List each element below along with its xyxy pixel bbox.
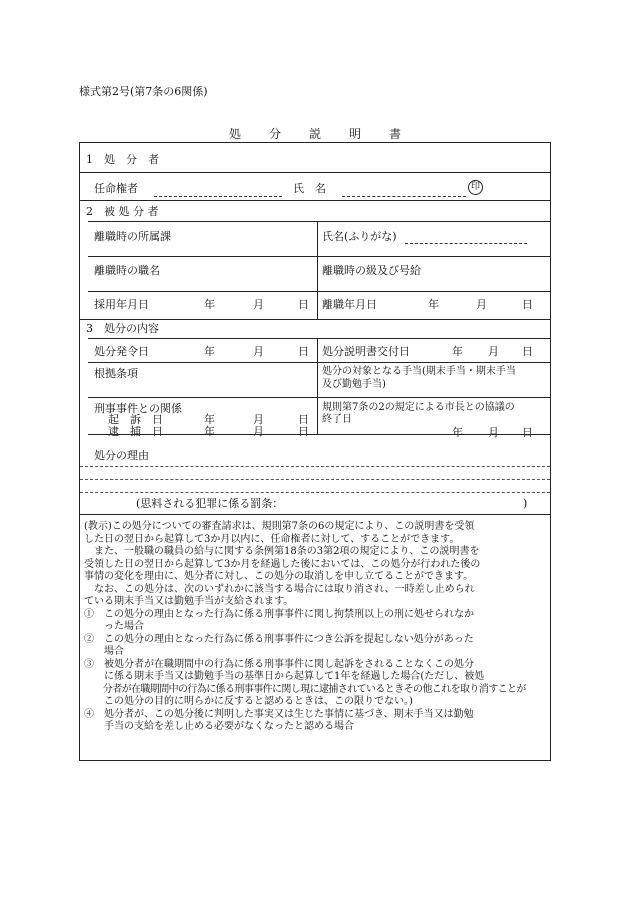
consultation-end-label-2: 終了日 [322, 414, 352, 425]
title-char: 書 [389, 127, 402, 141]
year-unit: 年 [452, 345, 463, 358]
arrest-date-label: 逮 捕 日 [108, 425, 163, 438]
section2-heading: 2 被 処 分 者 [86, 205, 159, 218]
hire-date-label: 採用年月日 [94, 298, 149, 311]
notice-line: 受領した日の翌日から起算して3か月を経過した後においては、この処分が行われた後の [84, 558, 481, 570]
title-char: 処 [228, 127, 241, 141]
issue-date-label: 処分発令日 [94, 345, 149, 358]
notice-line: また、一般職の職員の給与に関する条例第18条の3第2項の規定により、この説明書を [84, 546, 480, 557]
notice-line: ③ 被処分者が在職期間中の行為に係る刑事事件に関し起訴をされることなくこの処分 [84, 658, 474, 670]
day-unit: 日 [298, 425, 309, 438]
day-unit: 日 [298, 413, 309, 426]
year-unit: 年 [204, 425, 215, 438]
grade-label: 離職時の級及び号給 [322, 264, 421, 277]
name-kana-field[interactable] [405, 229, 527, 248]
seal-mark: 印 [468, 180, 483, 195]
title-char: 説 [308, 127, 321, 141]
notice-line: ④ 処分者が、この処分後に判明した事実又は生じた事情に基づき、期末手当又は勤勉 [84, 708, 474, 720]
day-unit: 日 [298, 298, 309, 311]
notice-line: 手当の支給を差し止める必要がなくなったと認める場合 [84, 721, 354, 732]
month-unit: 月 [253, 413, 264, 426]
appointer-name-label: 氏 名 [293, 182, 326, 195]
month-unit: 月 [253, 425, 264, 438]
month-unit: 月 [476, 298, 487, 311]
appointer-field[interactable] [154, 182, 282, 201]
year-unit: 年 [428, 298, 439, 311]
notice-line: 事情の変化を理由に、処分者に対し、この処分の取消しを申し立てることができます。 [84, 571, 474, 582]
dashed-line [80, 492, 550, 493]
month-unit: 月 [253, 345, 264, 358]
notice-line: ② この処分の理由となった行為に係る刑事事件につき公訴を提起しない処分があった [84, 633, 474, 645]
divider [88, 221, 550, 222]
notice-line: なお、この処分は、次のいずれかに該当する場合には取り消され、一時差し止められ [84, 583, 475, 595]
dept-label: 離職時の所属課 [94, 230, 171, 243]
indictment-date-label: 起 訴 日 [108, 413, 163, 426]
year-unit: 年 [204, 345, 215, 358]
title-char: 分 [268, 127, 281, 141]
form-number-label: 様式第2号(第7条の6関係) [79, 85, 208, 98]
reason-label: 処分の理由 [94, 449, 149, 462]
day-unit: 日 [522, 426, 533, 439]
appointer-label: 任命権者 [94, 182, 138, 195]
divider [80, 200, 550, 201]
notice-line: ている期末手当又は勤勉手当が支給されます。 [84, 596, 294, 607]
month-unit: 月 [488, 426, 499, 439]
notice-line: に係る期末手当又は勤勉手当の基準日から起算して1年を経過した場合(ただし、被処 [84, 671, 485, 682]
name-kana-label: 氏名(ふりがな) [322, 230, 397, 243]
divider [88, 397, 550, 398]
month-unit: 月 [488, 345, 499, 358]
notice-line: (教示)この処分についての審査請求は、規則第7条の6の規定により、この説明書を受領 [84, 521, 475, 532]
disposition-form [79, 142, 551, 761]
year-unit: 年 [204, 413, 215, 426]
notice-line: 場合 [84, 646, 124, 657]
dashed-line [80, 479, 550, 480]
year-unit: 年 [204, 298, 215, 311]
divider [88, 434, 550, 435]
criminal-case-label: 刑事事件との関係 [94, 402, 182, 415]
target-allowance-label: 処分の対象となる手当(期末手当・期末手当 [322, 366, 516, 377]
notice-line: った場合 [84, 621, 144, 632]
day-unit: 日 [522, 298, 533, 311]
column-divider [317, 338, 318, 434]
divider [88, 256, 550, 257]
divider [88, 338, 550, 339]
section1-heading: 1 処 分 者 [86, 153, 159, 166]
notice-line: 分者が在職期間中の行為に係る刑事事件に関し現に逮捕されているときその他これを取り消すことが [84, 683, 526, 695]
target-allowance-label-2: 及び勤勉手当) [322, 379, 386, 390]
day-unit: 日 [522, 345, 533, 358]
section3-heading: 3 処分の内容 [86, 322, 159, 335]
divider [88, 291, 550, 292]
divider [88, 362, 550, 363]
document-title [200, 125, 430, 142]
dashed-line [80, 466, 550, 467]
notice-line: した日の翌日から起算して3か月以内に、任命権者に対して、することができます。 [84, 533, 460, 545]
divider [80, 319, 550, 320]
year-unit: 年 [452, 426, 463, 439]
notice-line: ① この処分の理由となった行為に係る刑事事件に関し拘禁刑以上の刑に処せられなか [84, 608, 474, 620]
divider [80, 172, 550, 173]
position-label: 離職時の職名 [94, 264, 160, 277]
day-unit: 日 [298, 345, 309, 358]
appointer-name-field[interactable] [342, 182, 466, 201]
column-divider [317, 221, 318, 319]
suspected-crime-label: (思料される犯罪に係る罰条： [136, 497, 284, 510]
leave-date-label: 離職年月日 [322, 298, 377, 311]
divider [80, 514, 550, 515]
suspected-crime-close: ) [523, 497, 528, 510]
consultation-end-label: 規則第7条の2の規定による市長との協議の [322, 402, 515, 413]
month-unit: 月 [253, 298, 264, 311]
basis-label: 根拠条項 [94, 367, 138, 380]
notice-line: この処分の目的に明らかに反すると認めるときは、この限りでない。) [84, 696, 413, 707]
explanation-date-label: 処分説明書交付日 [322, 345, 410, 358]
title-char: 明 [349, 127, 362, 141]
